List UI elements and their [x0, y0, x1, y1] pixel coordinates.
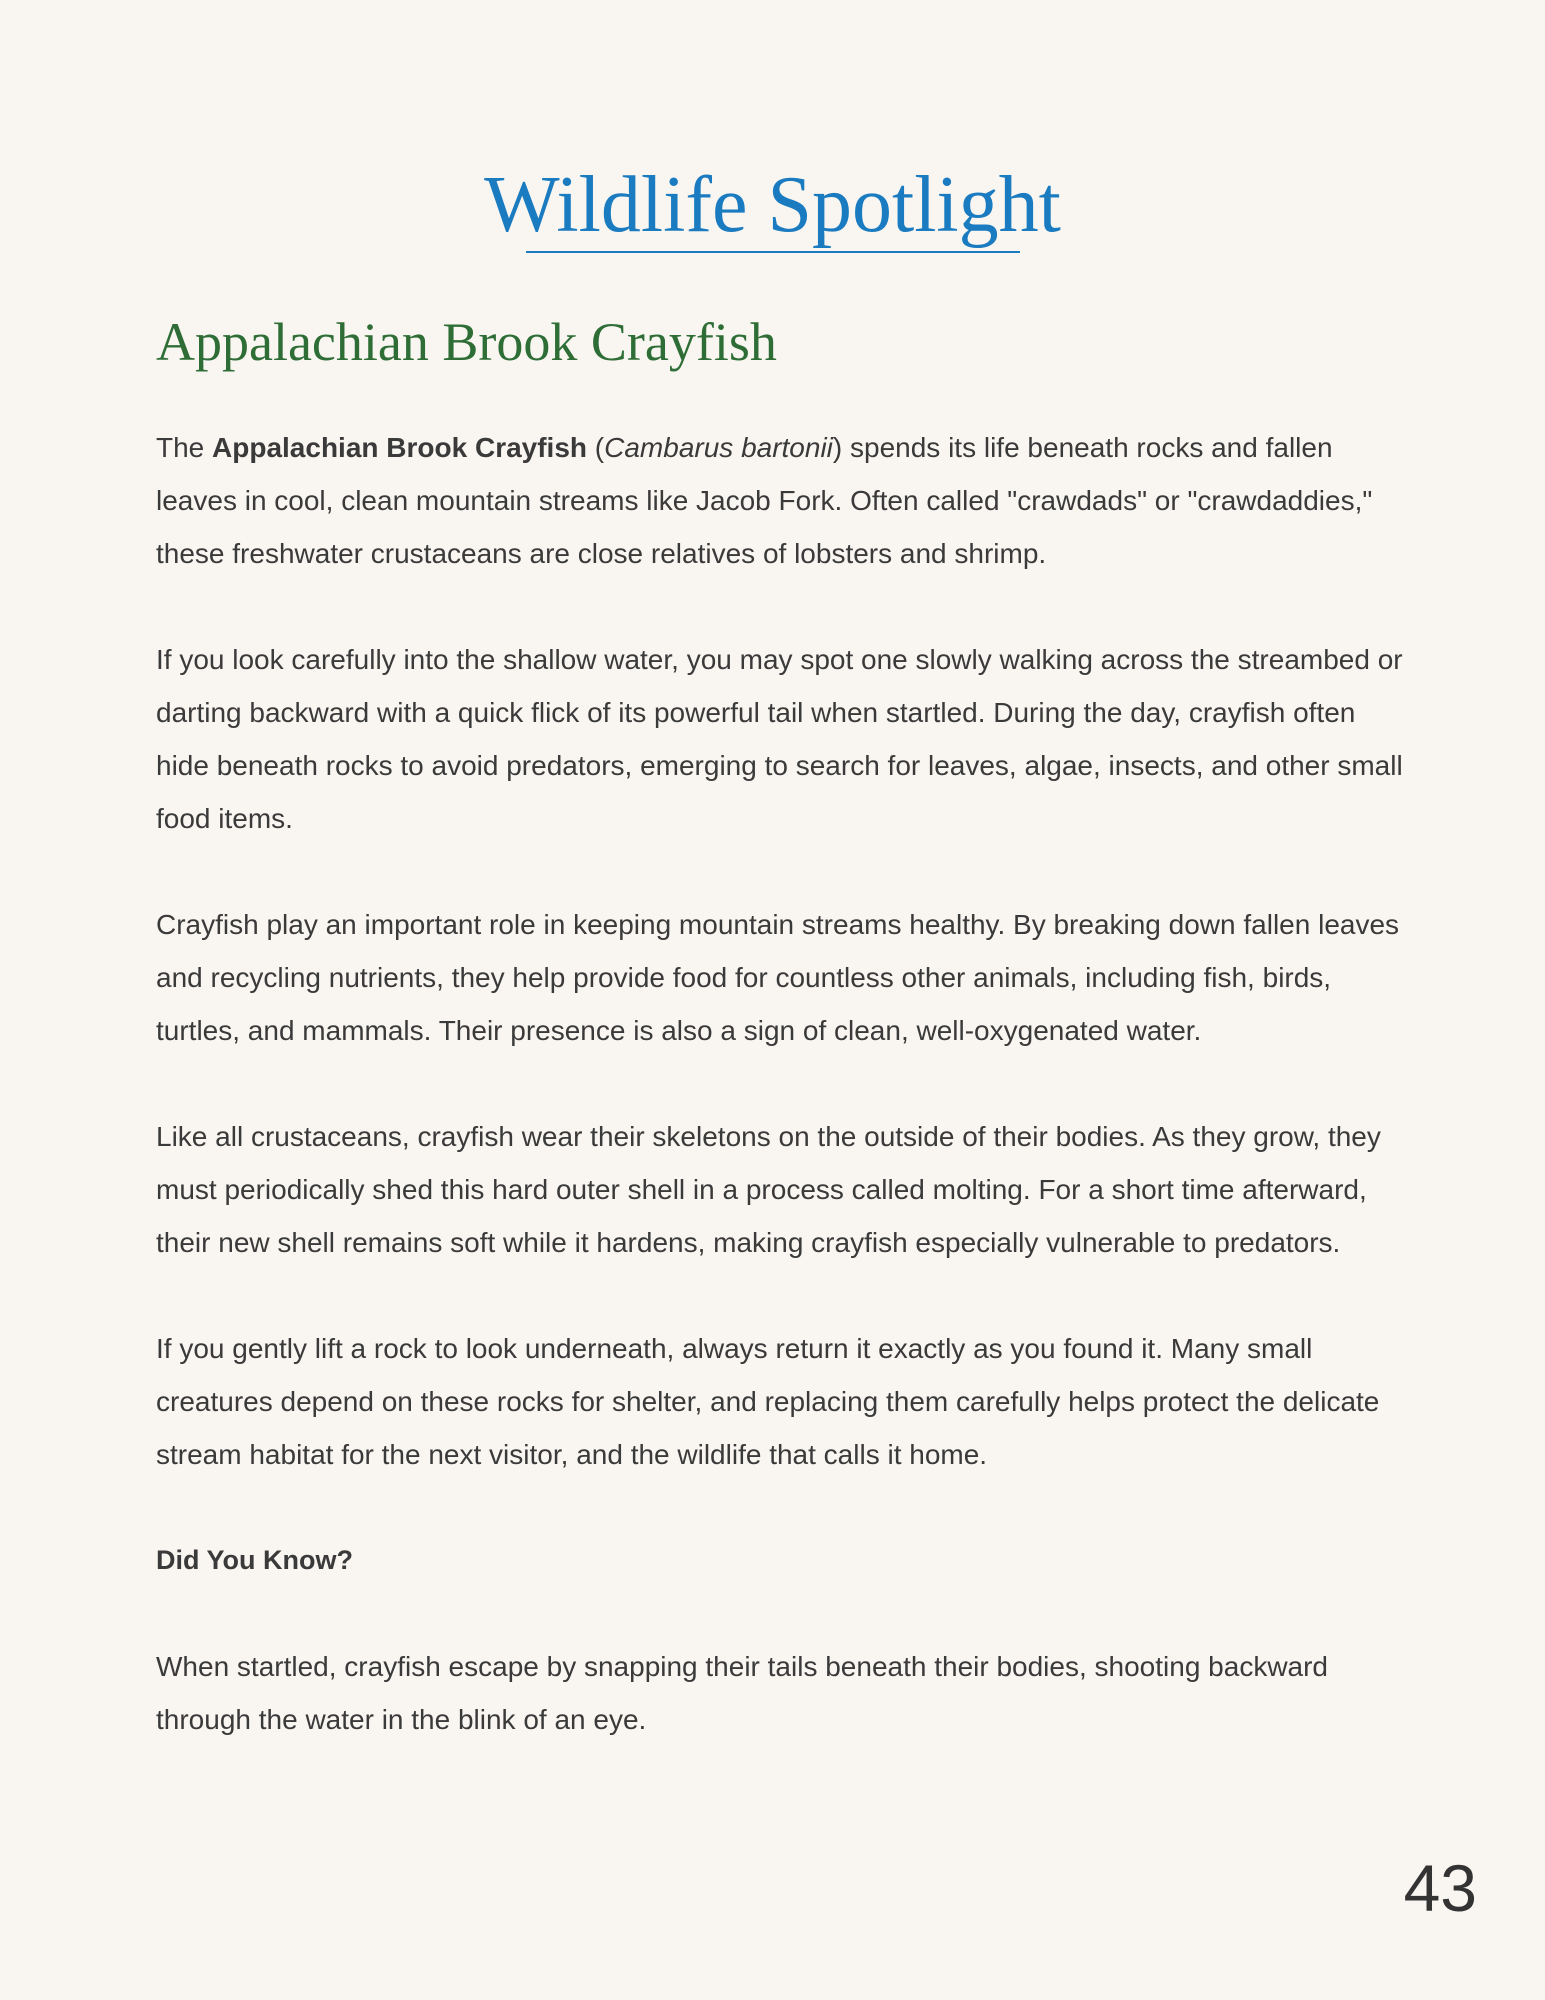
common-name: Appalachian Brook Crayfish: [212, 432, 588, 463]
did-you-know-text: When startled, crayfish escape by snapping their tails beneath their bodies, shooting backward through the water in the blink of an eye.: [156, 1651, 1329, 1735]
body-paragraph: If you gently lift a rock to look underneath, always return it exactly as you found it. Many small creatures depend on these rocks for shelter, and replacing them carefully helps protect the delicate stream habitat for the next visitor, and the wildlife that calls it home.: [156, 1333, 1380, 1470]
did-you-know-heading: Did You Know?: [156, 1545, 353, 1575]
intro-prefix: The: [156, 432, 213, 463]
page-number: 43: [1403, 1851, 1477, 1925]
intro-paren-open: (: [587, 432, 605, 463]
title-underline: [526, 251, 1020, 253]
page-title: Wildlife Spotlight: [484, 161, 1061, 249]
article-body: [156, 421, 1406, 1746]
body-paragraph: If you look carefully into the shallow water, you may spot one slowly walking across the streambed or darting backward with a quick flick of its powerful tail when startled. During the day, crayfish often hide beneath rocks to avoid predators, emerging to search for leaves, algae, insects, and other small food items.: [156, 644, 1403, 834]
intro-rest: ) spends its life beneath rocks and fallen leaves in cool, clean mountain streams like Jacob Fork. Often called "crawdads" or "crawdaddies," these freshwater crustaceans are close relatives of lobsters and shrimp.: [156, 432, 1373, 569]
body-paragraph: Like all crustaceans, crayfish wear their skeletons on the outside of their bodies. As they grow, they must periodically shed this hard outer shell in a process called molting. For a short time afterward, their new shell remains soft while it hardens, making crayfish especially vulnerable to predators.: [156, 1121, 1381, 1258]
intro-paragraph: [156, 421, 1406, 580]
article-subtitle: Appalachian Brook Crayfish: [156, 312, 777, 372]
body-paragraph: Crayfish play an important role in keeping mountain streams healthy. By breaking down fallen leaves and recycling nutrients, they help provide food for countless other animals, including fish, birds, turtles, and mammals. Their presence is also a sign of clean, well-oxygenated water.: [156, 909, 1400, 1046]
scientific-name: Cambarus bartonii: [604, 432, 833, 463]
